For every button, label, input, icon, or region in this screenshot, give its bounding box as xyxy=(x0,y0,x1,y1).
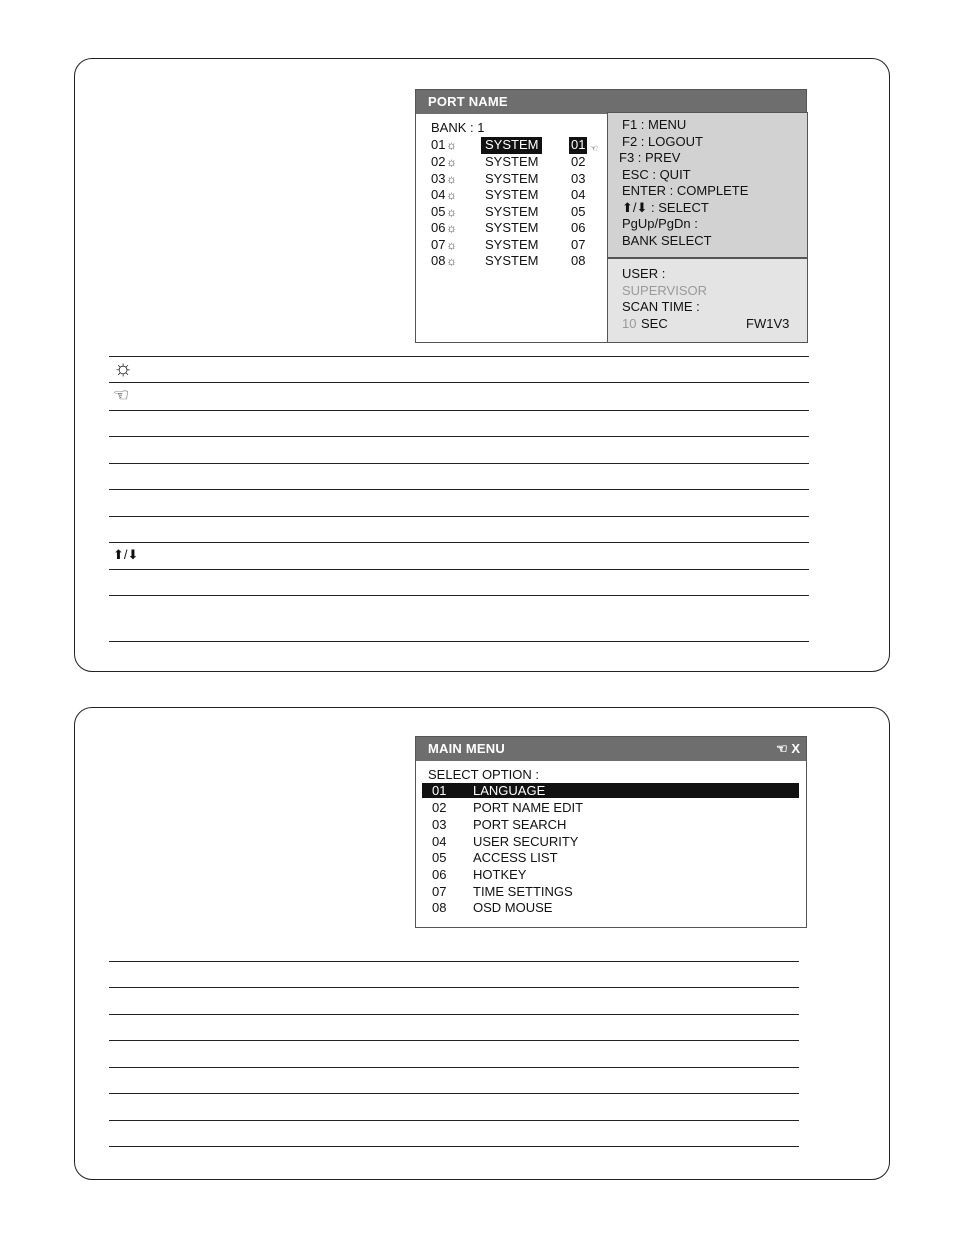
port-number: 02 xyxy=(571,154,586,169)
rule-line xyxy=(109,987,799,988)
pointer-icon: ☜ xyxy=(776,741,788,756)
user-value: SUPERVISOR xyxy=(622,282,708,298)
rule-line xyxy=(109,1014,799,1015)
rule-line xyxy=(109,595,809,596)
menu-item-time-settings[interactable] xyxy=(422,884,799,899)
rule-line xyxy=(109,961,799,962)
menu-item-label: PORT NAME EDIT xyxy=(473,800,584,815)
rule-line xyxy=(109,1040,799,1041)
port-name: SYSTEM xyxy=(481,137,542,154)
rule-line xyxy=(109,1146,799,1147)
rule-line xyxy=(109,382,809,383)
scan-time-unit: SEC xyxy=(641,315,668,331)
pointer-icon: ☜ xyxy=(113,385,130,405)
menu-item-number: 01 xyxy=(432,783,447,798)
port-number: 04 xyxy=(571,187,586,202)
sun-icon: ☼ xyxy=(446,221,457,235)
port-name: SYSTEM xyxy=(485,154,539,169)
main-menu-title: MAIN MENU xyxy=(416,737,806,761)
help-line-f1: F1 : MENU xyxy=(622,117,687,132)
port-index: 05 xyxy=(431,203,446,219)
port-row[interactable] xyxy=(431,187,601,204)
port-name: SYSTEM xyxy=(485,253,539,268)
menu-item-number: 02 xyxy=(432,800,447,815)
rule-line xyxy=(109,1093,799,1094)
status-box xyxy=(607,258,808,343)
rule-line xyxy=(109,410,809,411)
rule-line xyxy=(109,1120,799,1121)
port-index: 04 xyxy=(431,187,446,202)
help-line-f3: F3 : PREV xyxy=(619,150,681,165)
help-line-pgup: PgUp/PgDn : xyxy=(622,216,698,231)
sun-icon: ☼ xyxy=(446,254,457,268)
pointer-icon: ☜ xyxy=(590,143,599,153)
sun-icon: ☼ xyxy=(446,204,457,219)
port-name: SYSTEM xyxy=(485,203,539,219)
help-line-enter: ENTER : COMPLETE xyxy=(622,183,749,198)
menu-item-access-list[interactable] xyxy=(422,850,799,865)
sun-icon: ☼ xyxy=(113,355,134,380)
port-name-title: PORT NAME xyxy=(416,90,806,114)
main-menu-screen xyxy=(415,736,807,928)
menu-item-label: OSD MOUSE xyxy=(473,900,553,915)
port-row[interactable] xyxy=(431,154,601,171)
port-row[interactable] xyxy=(431,137,601,154)
title-icons xyxy=(776,737,800,761)
port-number: 08 xyxy=(571,253,586,268)
port-index: 02 xyxy=(431,154,446,169)
scan-time-value: 10 xyxy=(622,315,637,331)
port-number: 01 xyxy=(571,137,586,152)
port-name-screen xyxy=(415,89,807,343)
port-index: 08 xyxy=(431,253,446,268)
port-index: 03 xyxy=(431,170,446,186)
menu-item-hotkey[interactable] xyxy=(422,867,799,882)
rule-line xyxy=(109,436,809,437)
user-label: USER : xyxy=(622,266,666,281)
menu-item-port-search[interactable] xyxy=(422,817,799,832)
menu-item-osd-mouse[interactable] xyxy=(422,900,799,915)
rule-line xyxy=(109,1067,799,1068)
rule-line xyxy=(109,569,809,570)
menu-item-language[interactable] xyxy=(422,783,799,798)
select-option-label: SELECT OPTION : xyxy=(428,767,540,782)
port-name: SYSTEM xyxy=(485,187,539,202)
port-number: 07 xyxy=(571,236,586,252)
help-line-esc: ESC : QUIT xyxy=(622,166,691,182)
menu-item-label: USER SECURITY xyxy=(473,833,579,849)
port-name: SYSTEM xyxy=(485,170,539,186)
help-line-f2: F2 : LOGOUT xyxy=(622,133,703,149)
rule-line xyxy=(109,641,809,642)
port-row[interactable] xyxy=(431,220,601,237)
port-name: SYSTEM xyxy=(485,220,539,235)
sun-icon: ☼ xyxy=(446,138,457,152)
menu-item-port-name-edit[interactable] xyxy=(422,800,799,815)
port-name: SYSTEM xyxy=(485,236,539,252)
menu-item-number: 08 xyxy=(432,900,447,915)
menu-item-label: PORT SEARCH xyxy=(473,817,567,832)
close-button[interactable]: X xyxy=(791,741,800,756)
menu-item-number: 05 xyxy=(432,850,447,865)
port-number: 05 xyxy=(571,203,586,219)
help-line-select: ⬆/⬇ : SELECT xyxy=(622,199,709,215)
port-index: 01 xyxy=(431,137,446,152)
menu-item-number: 07 xyxy=(432,883,447,899)
sun-icon: ☼ xyxy=(446,171,457,186)
sun-icon: ☼ xyxy=(446,188,457,202)
rule-line xyxy=(109,489,809,490)
menu-item-label: LANGUAGE xyxy=(473,783,546,798)
port-row[interactable] xyxy=(431,171,601,188)
main-menu-panel xyxy=(74,707,890,1180)
menu-item-number: 04 xyxy=(432,833,447,849)
sun-icon: ☼ xyxy=(446,237,457,252)
port-number: 06 xyxy=(571,220,586,235)
menu-item-label: HOTKEY xyxy=(473,867,527,882)
port-row[interactable] xyxy=(431,204,601,221)
help-line-bank: BANK SELECT xyxy=(622,232,712,248)
port-name-panel xyxy=(74,58,890,672)
rule-line xyxy=(109,542,809,543)
port-index: 07 xyxy=(431,236,446,252)
menu-item-user-security[interactable] xyxy=(422,834,799,849)
rule-line xyxy=(109,516,809,517)
arrow-keys-icon: ⬆/⬇ xyxy=(113,547,139,562)
rule-line xyxy=(109,356,809,357)
menu-item-number: 06 xyxy=(432,867,447,882)
hotkey-help-box xyxy=(607,112,808,258)
scan-time-label: SCAN TIME : xyxy=(622,299,700,314)
port-number: 03 xyxy=(571,170,586,186)
rule-line xyxy=(109,463,809,464)
menu-item-label: TIME SETTINGS xyxy=(473,883,573,899)
sun-icon: ☼ xyxy=(446,155,457,169)
firmware-version: FW1V3 xyxy=(746,315,790,331)
bank-label: BANK : 1 xyxy=(431,120,485,135)
menu-item-label: ACCESS LIST xyxy=(473,850,558,865)
menu-item-number: 03 xyxy=(432,817,447,832)
port-row[interactable] xyxy=(431,253,601,270)
port-row[interactable] xyxy=(431,237,601,254)
port-index: 06 xyxy=(431,220,446,235)
